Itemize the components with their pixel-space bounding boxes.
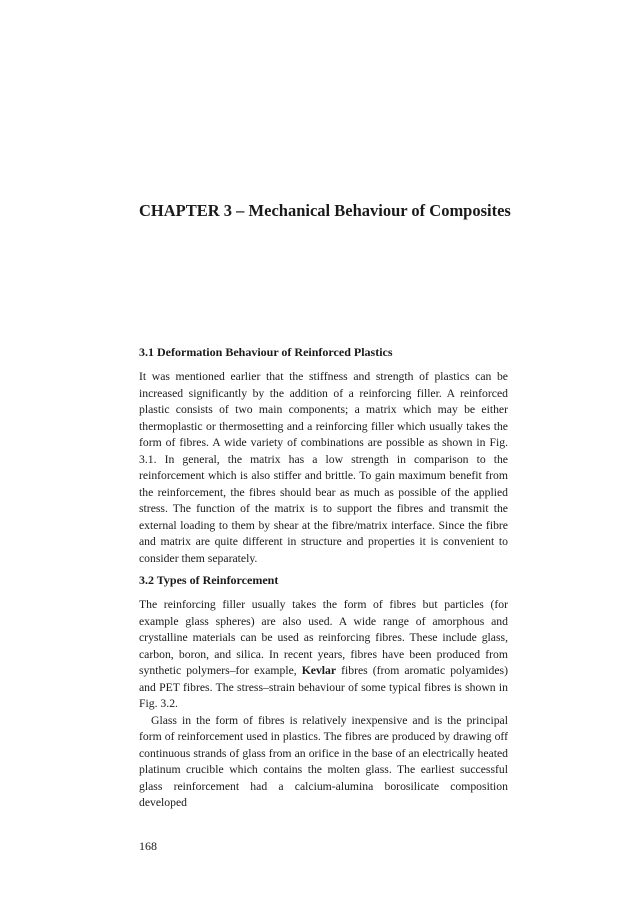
section-3-1 (139, 344, 508, 567)
paragraph-text: fibres (from aromatic polyamides) and PET fibres. The stress–strain behaviour of some typical fibres is shown in Fig. 3.2. (139, 664, 508, 710)
paragraph-text: The reinforcing filler usually takes the form of fibres but particles (for example glass spheres) are also used. A wide range of amorphous and crystalline materials can be used as reinforcing fibres. These include glass, carbon, boron, and silica. In recent years, fibres have been produced from synthetic polymers–for example, (139, 598, 508, 677)
section-3-2 (139, 572, 508, 812)
section-heading: 3.2 Types of Reinforcement (139, 573, 279, 587)
section-paragraph: It was mentioned earlier that the stiffness and strength of plastics can be increased significantly by the addition of a reinforcing filler. A reinforced plastic consists of two main components; a matrix which may be either thermoplastic or thermosetting and a reinforcing filler which usually takes the form of fibres. A wide variety of combinations are possible as shown in Fig. 3.1. In general, the matrix has a low strength in comparison to the reinforcement which is also stiffer and brittle. To gain maximum benefit from the reinforcement, the fibres should bear as much as possible of the applied stress. The function of the matrix is to support the fibres and transmit the external loading to them by shear at the fibre/matrix interface. Since the fibre and matrix are quite different in structure and properties it is convenient to consider them separately. (139, 370, 508, 565)
section-paragraph (139, 597, 508, 713)
section-heading: 3.1 Deformation Behaviour of Reinforced Plastics (139, 345, 393, 359)
section-paragraph: Glass in the form of fibres is relatively inexpensive and is the principal form of reinforcement used in plastics. The fibres are produced by drawing off continuous strands of glass from an orifice in the base of an electrically heated platinum crucible which contains the molten glass. The earliest successful glass reinforcement had a calcium-alumina borosilicate composition developed (139, 713, 508, 809)
kevlar-term: Kevlar (301, 664, 337, 677)
chapter-title: CHAPTER 3 – Mechanical Behaviour of Composites (139, 201, 511, 220)
page-number: 168 (139, 839, 157, 853)
